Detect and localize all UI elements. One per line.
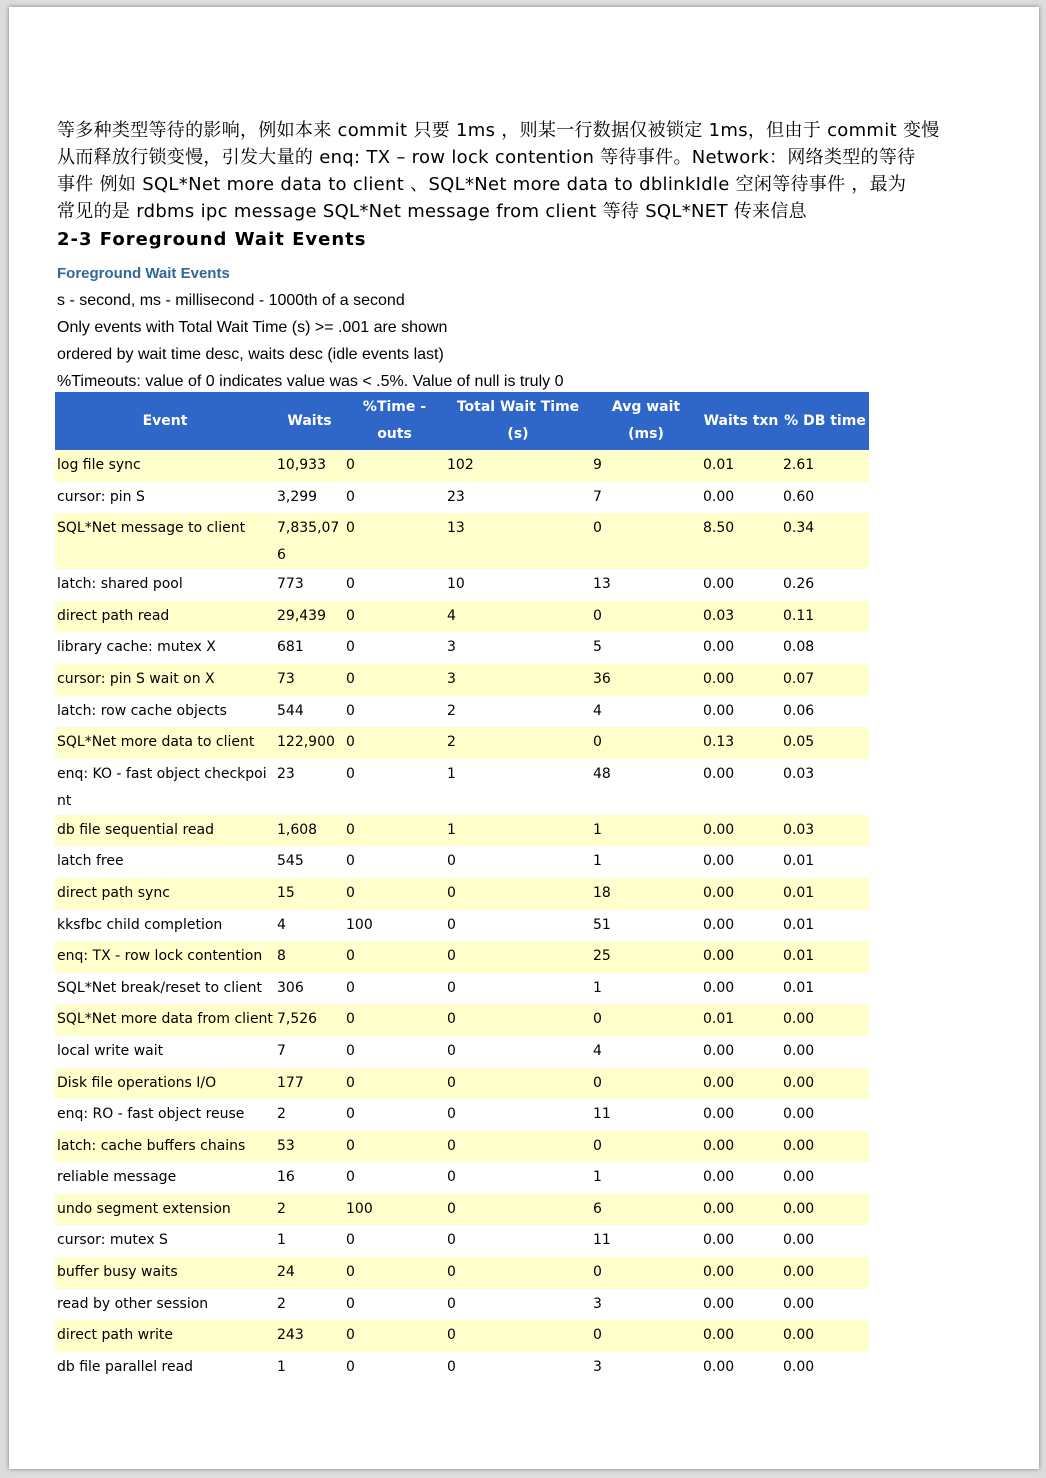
table-cell: 3 [591, 1352, 701, 1384]
table-cell: db file sequential read [55, 815, 275, 847]
table-cell: 0.08 [781, 632, 869, 664]
table-cell: 0 [344, 941, 445, 973]
table-row [55, 727, 869, 759]
table-cell: 3 [445, 632, 591, 664]
table-cell: 0 [344, 1257, 445, 1289]
table-cell: 0 [344, 1320, 445, 1352]
table-cell: 3 [591, 1289, 701, 1321]
table-cell: 1 [445, 815, 591, 847]
table-cell: 13 [591, 569, 701, 601]
table-cell: 0.00 [781, 1036, 869, 1068]
table-cell: 13 [445, 513, 591, 569]
table-cell: SQL*Net more data from client [55, 1004, 275, 1036]
table-cell: 0 [445, 1320, 591, 1352]
table-cell: 0 [344, 846, 445, 878]
table-cell: direct path read [55, 601, 275, 633]
table-cell: 0.60 [781, 482, 869, 514]
table-cell: 0.01 [781, 941, 869, 973]
table-cell: 0.00 [701, 878, 781, 910]
table-cell: 0.00 [701, 1068, 781, 1100]
table-cell: 2 [445, 727, 591, 759]
table-cell: 0 [445, 1225, 591, 1257]
table-cell: 0.00 [781, 1320, 869, 1352]
table-cell: 0 [344, 878, 445, 910]
column-header: % DB time [781, 392, 869, 450]
table-cell: 0.00 [701, 1352, 781, 1384]
table-cell: 0.03 [781, 815, 869, 847]
table-cell: 16 [275, 1162, 344, 1194]
table-cell: 29,439 [275, 601, 344, 633]
column-header: Total Wait Time (s) [445, 392, 591, 450]
intro-line: 从而释放行锁变慢，引发大量的 enq: TX – row lock contention 等待事件。Network：网络类型的等待 [57, 147, 916, 168]
table-cell: 0.00 [701, 941, 781, 973]
table-cell: 1 [591, 846, 701, 878]
table-cell: 15 [275, 878, 344, 910]
table-cell: 7 [591, 482, 701, 514]
table-cell: 0 [344, 727, 445, 759]
table-cell: db file parallel read [55, 1352, 275, 1384]
table-cell: 681 [275, 632, 344, 664]
table-cell: 73 [275, 664, 344, 696]
table-cell: SQL*Net more data to client [55, 727, 275, 759]
table-cell: 0.00 [701, 910, 781, 942]
table-row [55, 450, 869, 482]
table-cell: 122,900 [275, 727, 344, 759]
table-row [55, 632, 869, 664]
intro-line: 等多种类型等待的影响，例如本来 commit 只要 1ms ，则某一行数据仅被锁定 1ms，但由于 commit 变慢 [57, 120, 940, 141]
table-cell: 8.50 [701, 513, 781, 569]
table-cell: 0 [344, 450, 445, 482]
table-cell: 0 [445, 1131, 591, 1163]
table-cell: 5 [591, 632, 701, 664]
table-cell: direct path write [55, 1320, 275, 1352]
column-header: %Time -outs [344, 392, 445, 450]
table-cell: 0.01 [701, 450, 781, 482]
table-cell: 7,835,076 [275, 513, 344, 569]
table-cell: 23 [445, 482, 591, 514]
table-cell: 0 [591, 1131, 701, 1163]
table-row [55, 1004, 869, 1036]
table-cell: 0 [344, 1225, 445, 1257]
table-row [55, 1352, 869, 1384]
note-line: Only events with Total Wait Time (s) >= .001 are shown [57, 319, 448, 336]
table-cell: 0.00 [781, 1068, 869, 1100]
section-heading: 2-3 Foreground Wait Events [57, 229, 367, 250]
table-cell: 0.00 [701, 1036, 781, 1068]
table-cell: 100 [344, 910, 445, 942]
table-cell: 1 [445, 759, 591, 815]
table-cell: 0.00 [701, 1131, 781, 1163]
table-cell: 4 [591, 696, 701, 728]
table-row [55, 759, 869, 815]
table-cell: cursor: pin S wait on X [55, 664, 275, 696]
table-cell: 0 [591, 601, 701, 633]
table-cell: 0 [344, 696, 445, 728]
table-cell: 0.00 [781, 1162, 869, 1194]
table-cell: SQL*Net message to client [55, 513, 275, 569]
table-cell: 544 [275, 696, 344, 728]
table-cell: 0 [344, 1131, 445, 1163]
table-cell: log file sync [55, 450, 275, 482]
table-cell: 0 [344, 513, 445, 569]
document-page [9, 7, 1039, 1469]
table-cell: 2 [445, 696, 591, 728]
table-cell: 0.01 [701, 1004, 781, 1036]
table-cell: 3,299 [275, 482, 344, 514]
intro-line: 事件 例如 SQL*Net more data to client 、SQL*Net more data to dblinkIdle 空闲等待事件 ，最为 [57, 174, 907, 195]
table-cell: 102 [445, 450, 591, 482]
table-cell: 0.00 [701, 482, 781, 514]
table-cell: 2 [275, 1099, 344, 1131]
table-cell: 7 [275, 1036, 344, 1068]
table-cell: 0 [344, 973, 445, 1005]
table-cell: 0.01 [781, 973, 869, 1005]
table-cell: 0.00 [701, 846, 781, 878]
table-cell: 0.00 [781, 1257, 869, 1289]
table-cell: enq: KO - fast object checkpoint [55, 759, 275, 815]
table-cell: 0 [344, 632, 445, 664]
table-cell: latch: row cache objects [55, 696, 275, 728]
column-header: Waits txn [701, 392, 781, 450]
table-cell: 4 [275, 910, 344, 942]
table-cell: 11 [591, 1225, 701, 1257]
table-cell: 773 [275, 569, 344, 601]
table-cell: 6 [591, 1194, 701, 1226]
table-cell: 0 [445, 1194, 591, 1226]
table-cell: 0 [344, 1352, 445, 1384]
table-cell: 0 [344, 1289, 445, 1321]
table-cell: 2 [275, 1194, 344, 1226]
table-cell: 0.00 [701, 632, 781, 664]
table-cell: 0.00 [701, 973, 781, 1005]
table-cell: 0 [591, 1320, 701, 1352]
table-cell: 306 [275, 973, 344, 1005]
table-row [55, 846, 869, 878]
table-cell: 51 [591, 910, 701, 942]
table-cell: 0.00 [701, 696, 781, 728]
table-cell: 1,608 [275, 815, 344, 847]
table-cell: 0.00 [701, 1225, 781, 1257]
table-cell: 48 [591, 759, 701, 815]
table-cell: 0.00 [701, 664, 781, 696]
table-cell: 0 [445, 846, 591, 878]
table-cell: latch: cache buffers chains [55, 1131, 275, 1163]
table-row [55, 1099, 869, 1131]
table-row [55, 1225, 869, 1257]
table-row [55, 941, 869, 973]
table-cell: 0.00 [781, 1004, 869, 1036]
table-cell: 0 [445, 1068, 591, 1100]
table-cell: 0.00 [781, 1352, 869, 1384]
table-cell: 0.00 [701, 1099, 781, 1131]
table-cell: 0.00 [701, 759, 781, 815]
foreground-wait-events-table [55, 392, 869, 1383]
table-row [55, 878, 869, 910]
table-cell: 0 [344, 569, 445, 601]
table-cell: 0.03 [781, 759, 869, 815]
table-cell: 0.00 [701, 1194, 781, 1226]
table-cell: 0.03 [701, 601, 781, 633]
table-cell: 0 [445, 878, 591, 910]
column-header: Waits [275, 392, 344, 450]
table-cell: 18 [591, 878, 701, 910]
table-cell: 1 [591, 1162, 701, 1194]
table-cell: 25 [591, 941, 701, 973]
table-cell: 0 [445, 1289, 591, 1321]
table-cell: 0.01 [781, 878, 869, 910]
intro-paragraph [57, 117, 1007, 225]
table-cell: 10,933 [275, 450, 344, 482]
table-header-row [55, 392, 869, 450]
table-cell: latch free [55, 846, 275, 878]
note-line: s - second, ms - millisecond - 1000th of a second [57, 292, 405, 309]
table-cell: library cache: mutex X [55, 632, 275, 664]
table-cell: 8 [275, 941, 344, 973]
table-cell: 1 [275, 1352, 344, 1384]
table-cell: 0 [344, 815, 445, 847]
table-cell: 2.61 [781, 450, 869, 482]
table-cell: 0 [591, 1257, 701, 1289]
table-row [55, 1320, 869, 1352]
table-cell: 11 [591, 1099, 701, 1131]
table-cell: 9 [591, 450, 701, 482]
table-cell: 24 [275, 1257, 344, 1289]
table-cell: enq: TX - row lock contention [55, 941, 275, 973]
table-cell: 545 [275, 846, 344, 878]
table-row [55, 664, 869, 696]
table-body [55, 450, 869, 1383]
table-row [55, 1194, 869, 1226]
table-cell: 36 [591, 664, 701, 696]
column-header: Avg wait (ms) [591, 392, 701, 450]
table-cell: 0 [344, 759, 445, 815]
table-cell: 10 [445, 569, 591, 601]
table-cell: 0.01 [781, 910, 869, 942]
table-cell: 0.00 [781, 1099, 869, 1131]
table-cell: 2 [275, 1289, 344, 1321]
table-cell: 3 [445, 664, 591, 696]
table-row [55, 1068, 869, 1100]
intro-line: 常见的是 rdbms ipc message SQL*Net message from client 等待 SQL*NET 传来信息 [57, 201, 807, 222]
table-row [55, 1162, 869, 1194]
table-row [55, 482, 869, 514]
table-cell: 0 [344, 1004, 445, 1036]
table-cell: 100 [344, 1194, 445, 1226]
table-cell: 0 [344, 601, 445, 633]
table-cell: 0 [344, 1068, 445, 1100]
table-cell: 0.00 [701, 1257, 781, 1289]
table-cell: direct path sync [55, 878, 275, 910]
table-cell: 177 [275, 1068, 344, 1100]
table-cell: 0 [591, 727, 701, 759]
table-cell: 0.00 [781, 1225, 869, 1257]
table-cell: 23 [275, 759, 344, 815]
table-cell: 0 [445, 1352, 591, 1384]
table-row [55, 1036, 869, 1068]
table-cell: 0.00 [701, 569, 781, 601]
table-cell: 0.00 [701, 1320, 781, 1352]
table-row [55, 973, 869, 1005]
table-cell: 0.34 [781, 513, 869, 569]
table-cell: 0 [344, 1162, 445, 1194]
table-cell: 243 [275, 1320, 344, 1352]
table-row [55, 1131, 869, 1163]
table-cell: 0 [591, 1068, 701, 1100]
table-cell: local write wait [55, 1036, 275, 1068]
table-cell: 7,526 [275, 1004, 344, 1036]
table-cell: 4 [445, 601, 591, 633]
table-cell: cursor: mutex S [55, 1225, 275, 1257]
table-cell: 0 [344, 664, 445, 696]
table-cell: 0.07 [781, 664, 869, 696]
table-cell: 0.01 [781, 846, 869, 878]
table-cell: enq: RO - fast object reuse [55, 1099, 275, 1131]
table-cell: 4 [591, 1036, 701, 1068]
table-cell: reliable message [55, 1162, 275, 1194]
report-notes [57, 287, 563, 395]
table-cell: 0 [591, 513, 701, 569]
table-cell: 0 [445, 1162, 591, 1194]
table-cell: 0 [445, 1257, 591, 1289]
table-cell: 0 [445, 941, 591, 973]
table-cell: 0.06 [781, 696, 869, 728]
table-cell: 0.26 [781, 569, 869, 601]
table-cell: 0.00 [701, 1162, 781, 1194]
table-cell: 0 [445, 910, 591, 942]
table-cell: 0.00 [781, 1194, 869, 1226]
table-cell: 0 [445, 1099, 591, 1131]
table-cell: 53 [275, 1131, 344, 1163]
table-cell: SQL*Net break/reset to client [55, 973, 275, 1005]
table-cell: buffer busy waits [55, 1257, 275, 1289]
table-cell: kksfbc child completion [55, 910, 275, 942]
table-cell: read by other session [55, 1289, 275, 1321]
table-row [55, 696, 869, 728]
table-cell: 1 [591, 973, 701, 1005]
table-cell: 0.11 [781, 601, 869, 633]
table-cell: 0 [591, 1004, 701, 1036]
table-row [55, 1257, 869, 1289]
table-cell: 0.13 [701, 727, 781, 759]
table-cell: 0.00 [701, 1289, 781, 1321]
table-cell: 0 [445, 1004, 591, 1036]
column-header: Event [55, 392, 275, 450]
table-row [55, 815, 869, 847]
note-line: ordered by wait time desc, waits desc (idle events last) [57, 346, 444, 363]
note-line: %Timeouts: value of 0 indicates value was < .5%. Value of null is truly 0 [57, 373, 564, 390]
table-cell: 1 [591, 815, 701, 847]
table-cell: cursor: pin S [55, 482, 275, 514]
table-row [55, 1289, 869, 1321]
table-cell: latch: shared pool [55, 569, 275, 601]
table-row [55, 513, 869, 569]
table-cell: 0.00 [781, 1131, 869, 1163]
table-cell: Disk file operations I/O [55, 1068, 275, 1100]
table-row [55, 601, 869, 633]
table-cell: 1 [275, 1225, 344, 1257]
table-cell: undo segment extension [55, 1194, 275, 1226]
table-cell: 0.05 [781, 727, 869, 759]
table-cell: 0 [344, 1036, 445, 1068]
table-cell: 0 [445, 1036, 591, 1068]
table-cell: 0 [344, 482, 445, 514]
table-cell: 0.00 [701, 815, 781, 847]
table-row [55, 910, 869, 942]
table-cell: 0 [445, 973, 591, 1005]
table-cell: 0 [344, 1099, 445, 1131]
table-cell: 0.00 [781, 1289, 869, 1321]
table-row [55, 569, 869, 601]
report-subheading: Foreground Wait Events [57, 265, 230, 282]
